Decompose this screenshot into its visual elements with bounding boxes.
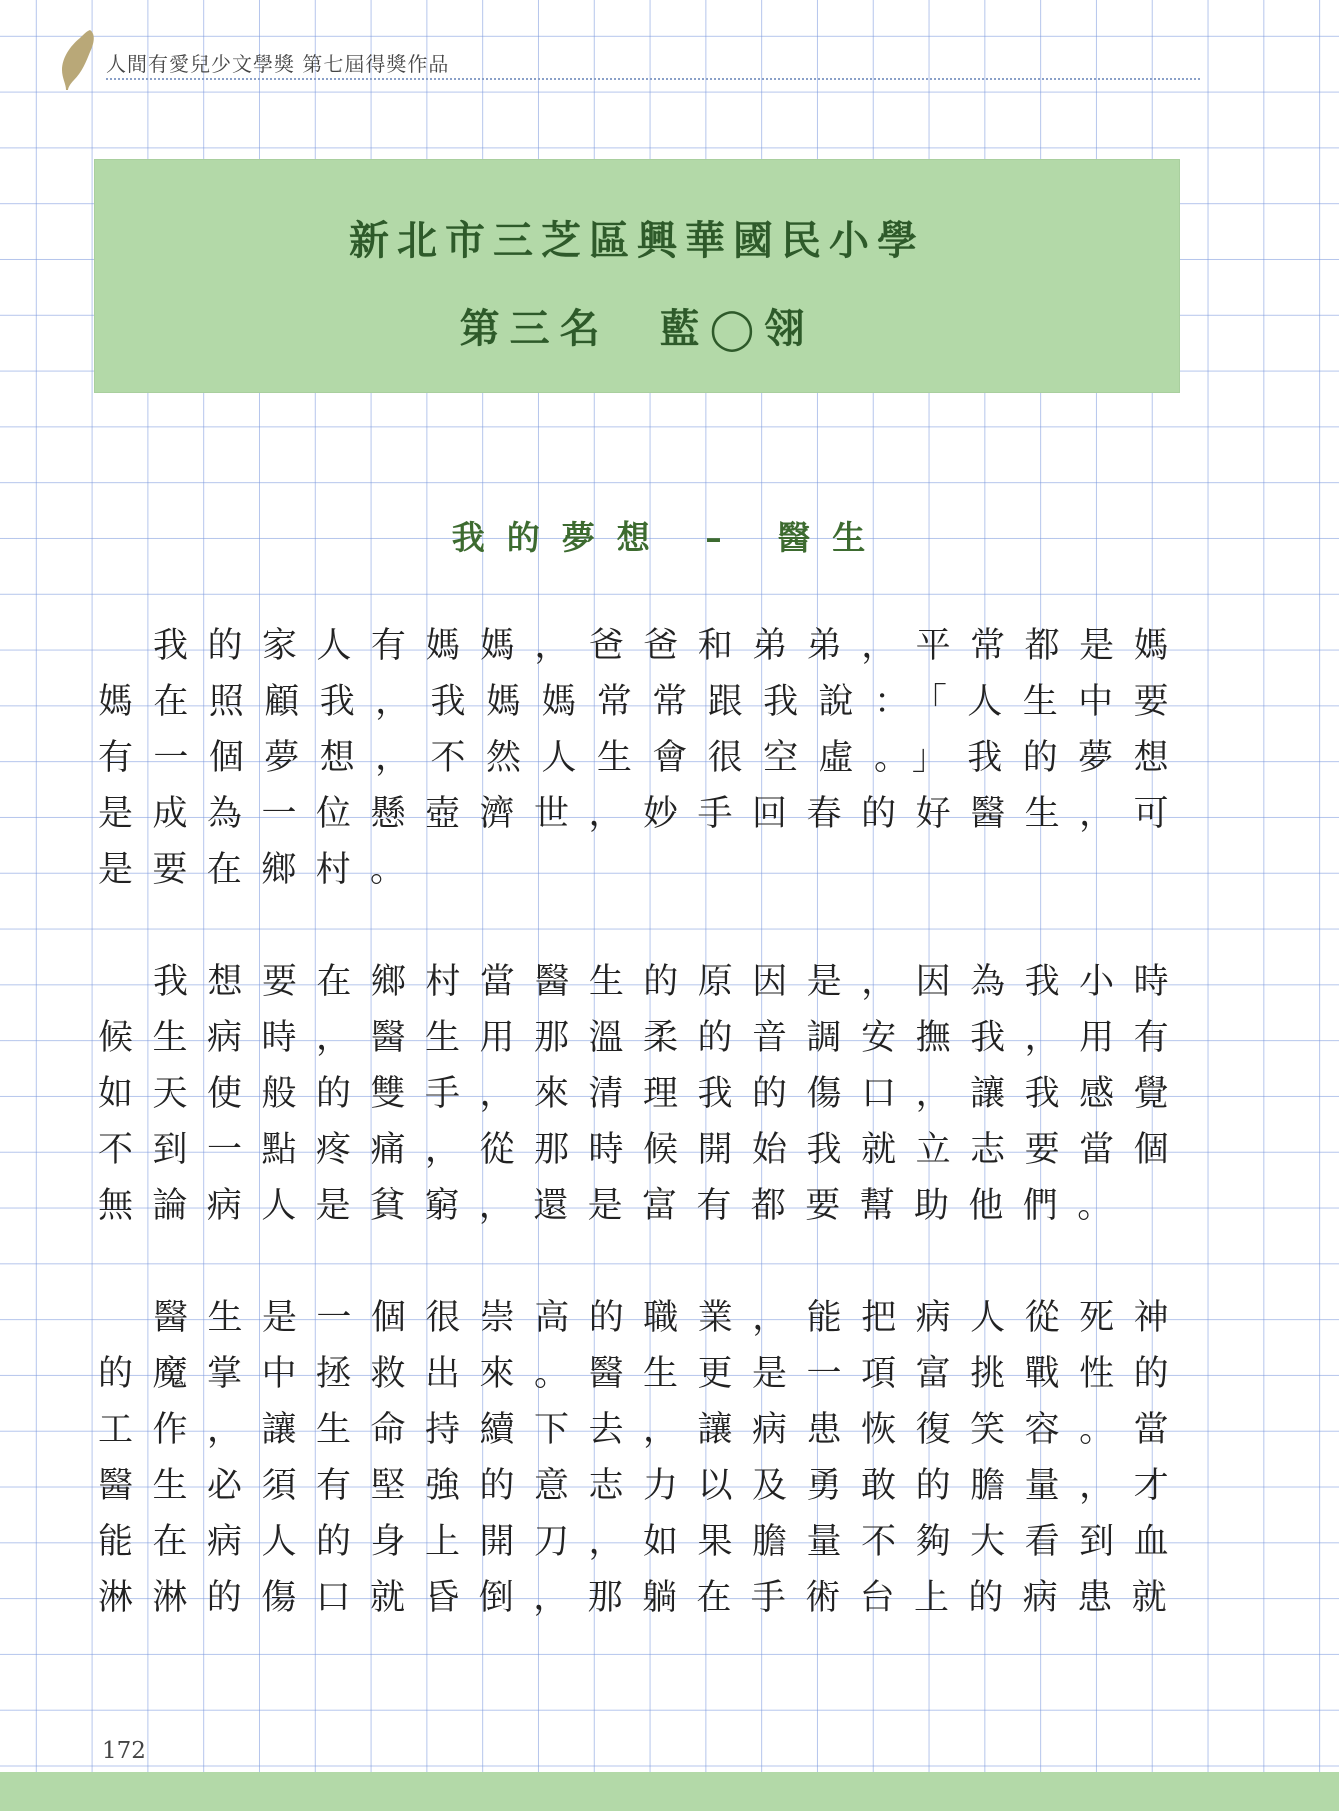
author-banner xyxy=(94,159,1180,393)
header-dotted-rule xyxy=(106,78,1200,80)
page-number: 172 xyxy=(102,1738,146,1764)
header-title: 人間有愛兒少文學獎 第七屆得獎作品 xyxy=(106,52,450,76)
paragraph-text: 我的家人有媽媽，爸爸和弟弟，平常都是媽媽在照顧我，我媽媽常常跟我說：「人生中要有一個夢想，不然人生會很空虛。」我的夢想是成為一位懸壺濟世，妙手回春的好醫生，可是要在鄉村。 xyxy=(98,626,1188,890)
essay-body xyxy=(98,618,1188,1682)
paragraph-text: 醫生是一個很崇高的職業，能把病人從死神的魔掌中拯救出來。醫生更是一項富挑戰性的工作，讓生命持續下去，讓病患恢復笑容。當醫生必須有堅強的意志力以及勇敢的膽量，才能在病人的身上開刀，如果膽量不夠大看到血淋淋的傷口就昏倒，那躺在手術台上的病患就 xyxy=(98,1298,1188,1618)
paragraph-text: 我想要在鄉村當醫生的原因是，因為我小時候生病時，醫生用那溫柔的音調安撫我，用有如天使般的雙手，來清理我的傷口，讓我感覺不到一點疼痛，從那時候開始我就立志要當個無論病人是貧窮，還是富有都要幫助他們。 xyxy=(98,962,1188,1226)
paragraph xyxy=(98,618,1188,898)
school-name: 新北市三芝區興華國民小學 xyxy=(349,217,925,264)
taiwan-leaf-icon xyxy=(60,28,100,90)
essay-title: 我的夢想 – 醫生 xyxy=(451,518,888,557)
paragraph xyxy=(98,1290,1188,1626)
running-header xyxy=(60,28,1200,88)
award-rank-author: 第三名 藍◯翎 xyxy=(459,305,815,352)
footer-bar xyxy=(0,1772,1339,1811)
paragraph xyxy=(98,954,1188,1234)
